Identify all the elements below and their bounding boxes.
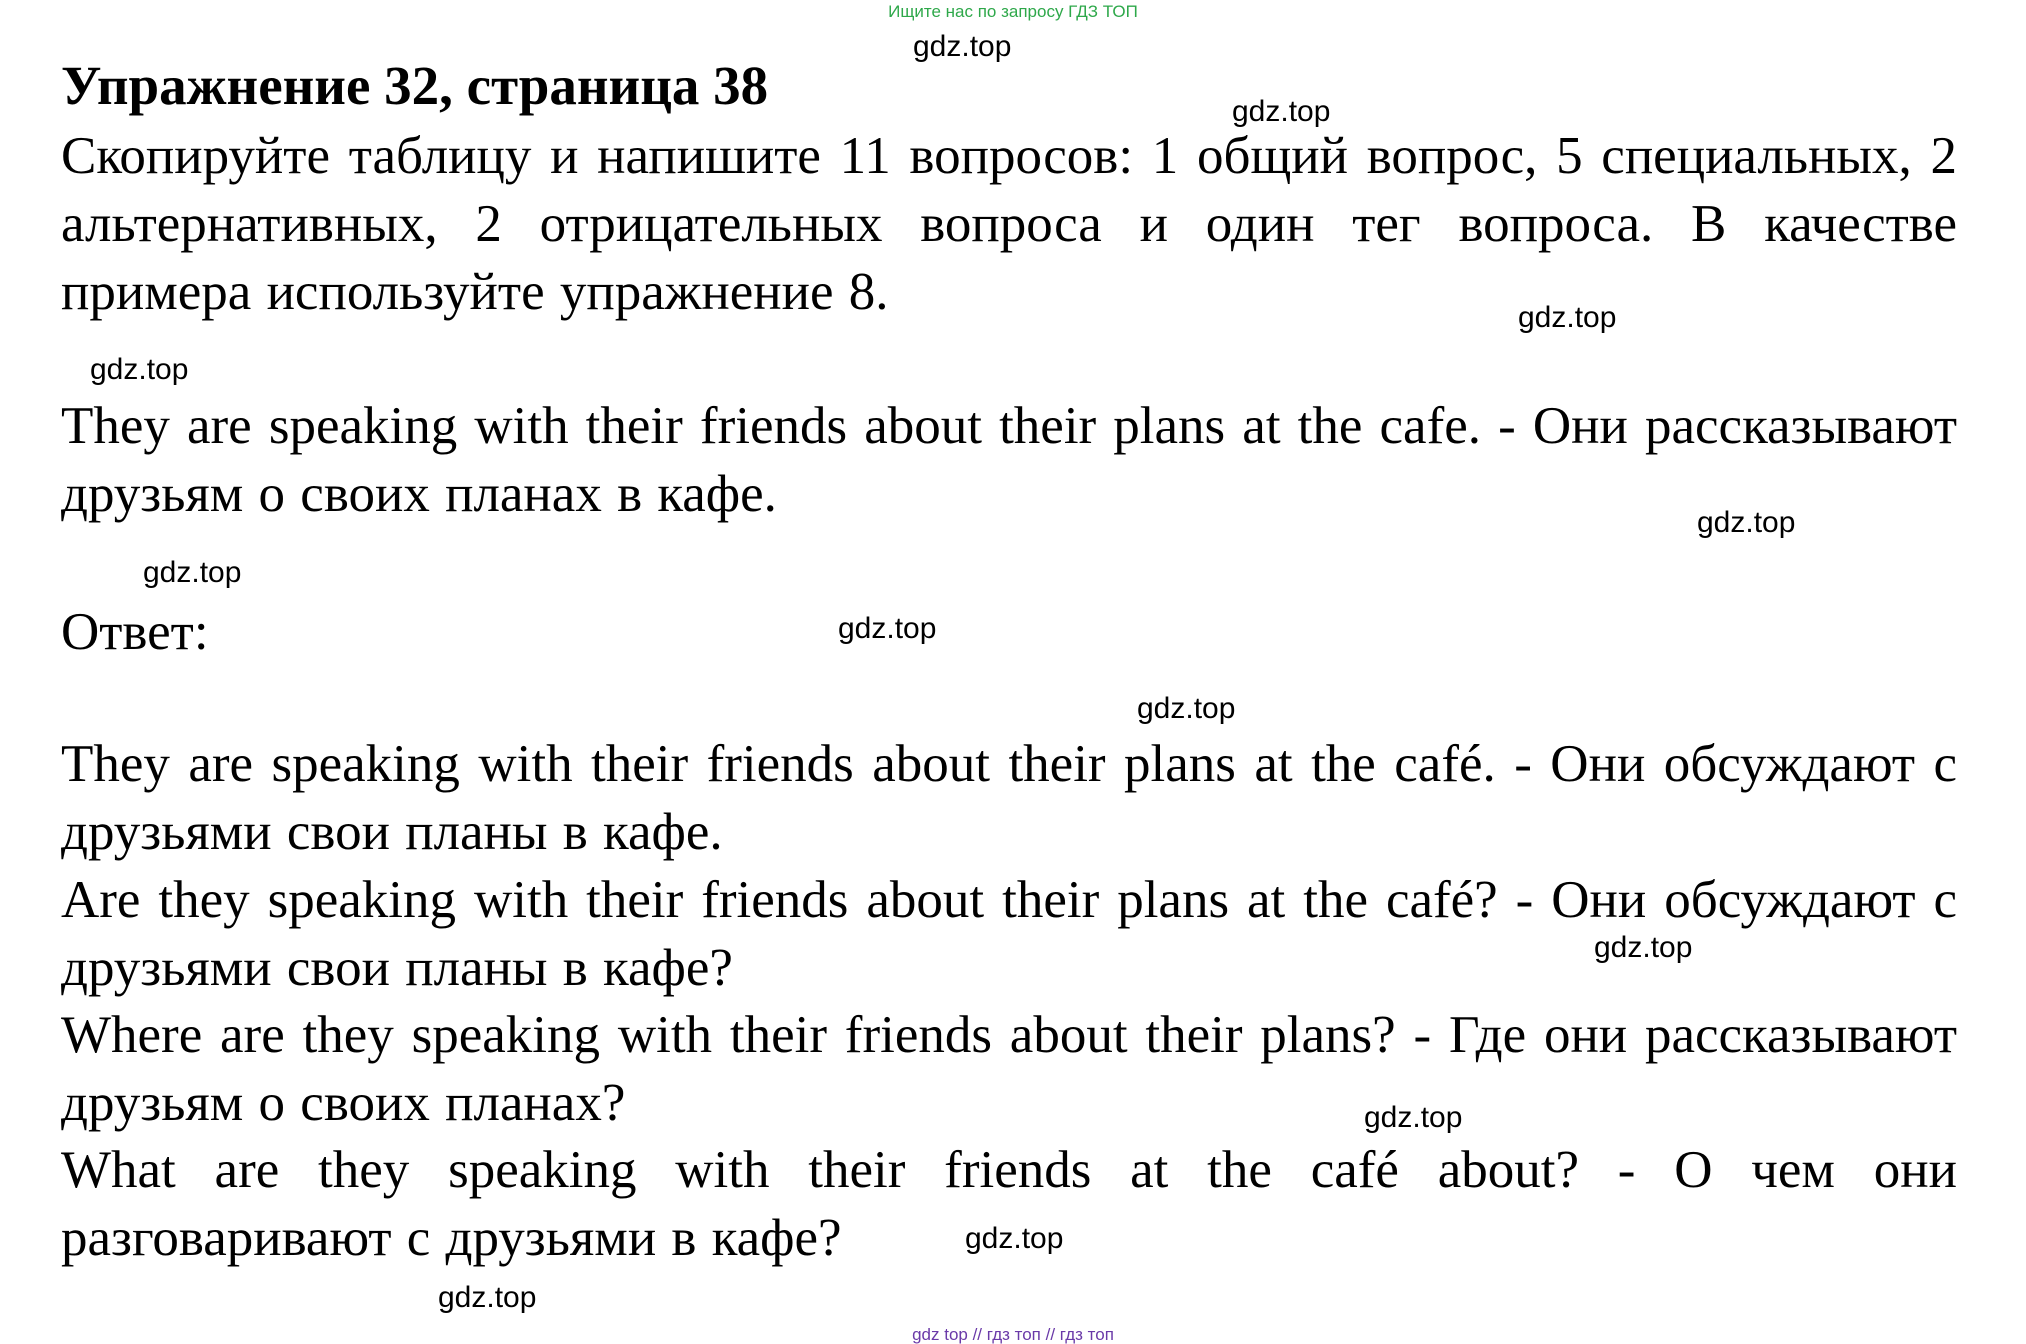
- answer-1: They are speaking with their friends about their plans at the café. - Они обсуждают с друзьями свои планы в кафе.: [61, 735, 1957, 861]
- top-banner: Ищите нас по запросу ГДЗ ТОП: [888, 2, 1138, 21]
- task-text: Скопируйте таблицу и напишите 11 вопросов: 1 общий вопрос, 5 специальных, 2 альтернативных, 2 отрицательных вопроса и один тег вопроса. В качестве примера используйте упражнение 8.: [61, 127, 1957, 321]
- watermark: gdz.top: [913, 30, 1012, 63]
- answer-3: Where are they speaking with their friends about their plans? - Где они рассказывают друзьям о своих планах?: [61, 1006, 1957, 1132]
- watermark: gdz.top: [438, 1281, 537, 1314]
- watermark: gdz.top: [1594, 931, 1693, 964]
- watermark: gdz.top: [1697, 506, 1796, 539]
- watermark: gdz.top: [1518, 301, 1617, 334]
- watermark: gdz.top: [143, 556, 242, 589]
- answer-label: Ответ:: [61, 603, 209, 661]
- page-title: Упражнение 32, страница 38: [61, 55, 769, 116]
- watermark: gdz.top: [90, 353, 189, 386]
- watermark: gdz.top: [838, 612, 937, 645]
- watermark: gdz.top: [965, 1222, 1064, 1255]
- example-text: They are speaking with their friends about their plans at the cafe. - Они рассказывают друзьям о своих планах в кафе.: [61, 397, 1957, 523]
- bottom-banner: gdz top // гдз топ // гдз топ: [912, 1325, 1114, 1344]
- watermark: gdz.top: [1364, 1101, 1463, 1134]
- watermark: gdz.top: [1137, 692, 1236, 725]
- answer-4: What are they speaking with their friends at the café about? - О чем они разговаривают с друзьями в кафе?: [61, 1141, 1957, 1267]
- answer-2: Are they speaking with their friends about their plans at the café? - Они обсуждают с друзьями свои планы в кафе?: [61, 871, 1957, 997]
- watermark: gdz.top: [1232, 95, 1331, 128]
